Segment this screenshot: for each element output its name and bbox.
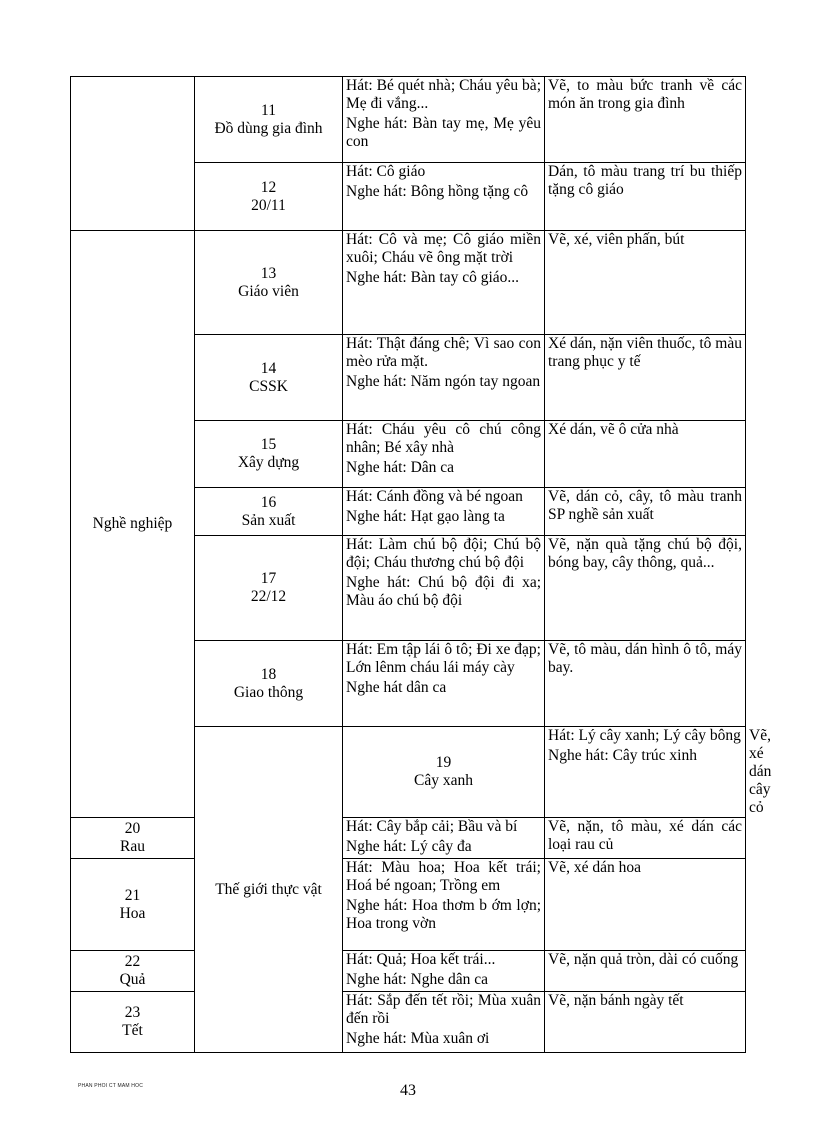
art-activity-text: Vẽ, nặn quả tròn, dài có cuống	[548, 951, 739, 968]
art-activities-cell	[545, 641, 746, 727]
music-activity-line: Nghe hát: Nghe dân ca	[346, 971, 489, 988]
week-number: 14	[260, 359, 277, 377]
music-activities-cell	[343, 335, 545, 421]
music-activity-line: Hát: Cánh đồng và bé ngoan	[346, 488, 523, 505]
footer-note: PHAN PHOI CT MAM HOC	[78, 1083, 144, 1089]
week-cell	[195, 163, 343, 231]
table-row	[71, 859, 746, 951]
art-activities-cell	[545, 536, 746, 641]
week-topic: 20/11	[251, 196, 286, 214]
week-cell	[195, 421, 343, 488]
week-topic: Hoa	[119, 904, 146, 922]
music-activity-line: Hát: Cháu yêu cô chú công nhân; Bé xây nhà	[346, 421, 541, 456]
art-activities-cell	[545, 231, 746, 335]
table-row	[71, 992, 746, 1053]
week-cell	[195, 77, 343, 163]
table-row	[71, 951, 746, 992]
music-activity-line: Hát: Bé quét nhà; Cháu yêu bà; Mẹ đi vắng...	[346, 77, 541, 112]
music-activities-cell	[343, 951, 545, 992]
week-topic: Tết	[122, 1022, 143, 1039]
art-activities-cell	[545, 335, 746, 421]
week-topic: Rau	[120, 838, 145, 855]
music-activities-cell	[343, 163, 545, 231]
art-activities-cell	[545, 992, 746, 1053]
week-topic: Giáo viên	[238, 282, 299, 300]
week-topic: Sản xuất	[241, 511, 296, 529]
music-activity-line: Hát: Em tập lái ô tô; Đi xe đạp; Lớn lênm cháu lái máy cày	[346, 641, 541, 676]
music-activities-cell	[343, 992, 545, 1053]
art-activities-cell	[545, 421, 746, 488]
music-activity-line: Nghe hát dân ca	[346, 679, 447, 696]
art-activity-text: Vẽ, xé, viên phấn, bút	[548, 231, 685, 248]
art-activities-cell	[545, 163, 746, 231]
week-topic: Đồ dùng gia đình	[214, 119, 323, 137]
music-activities-cell	[343, 488, 545, 536]
art-activity-text: Vẽ, nặn, tô màu, xé dán các loại rau củ	[548, 818, 742, 853]
week-cell	[71, 818, 195, 859]
music-activity-line: Hát: Làm chú bộ đội; Chú bộ đội; Cháu thương chú bộ đội	[346, 536, 541, 571]
week-cell	[71, 992, 195, 1053]
curriculum-table	[70, 76, 772, 1053]
music-activity-line: Hát: Quả; Hoa kết trái...	[346, 951, 496, 968]
art-activity-text: Vẽ, nặn quà tặng chú bộ đội, bóng bay, cây thông, quả...	[548, 536, 742, 571]
table-row	[71, 818, 746, 859]
art-activities-cell	[545, 859, 746, 951]
week-topic: CSSK	[249, 377, 288, 395]
music-activity-line: Nghe hát: Hoa thơm b ớm lợn; Hoa trong vờn	[346, 897, 541, 932]
week-number: 21	[124, 886, 141, 904]
week-number: 17	[260, 570, 277, 587]
table-body	[71, 77, 772, 1053]
art-activity-text: Vẽ, tô màu, dán hình ô tô, máy bay.	[548, 641, 742, 676]
week-cell	[195, 536, 343, 641]
week-cell	[343, 727, 545, 818]
art-activity-text: Xé dán, vẽ ô cửa nhà	[548, 421, 679, 438]
music-activities-cell	[343, 859, 545, 951]
week-number: 18	[260, 665, 277, 683]
week-topic: Cây xanh	[414, 772, 473, 789]
art-activity-text: Vẽ, dán cỏ, cây, tô màu tranh SP nghề sản xuất	[548, 488, 742, 523]
music-activity-line: Nghe hát: Chú bộ đội đi xa; Màu áo chú bộ đội	[346, 574, 541, 609]
table-row	[71, 77, 746, 163]
music-activities-cell	[343, 77, 545, 163]
week-topic: Quả	[119, 971, 146, 988]
music-activity-line: Nghe hát: Bông hồng tặng cô	[346, 183, 529, 200]
music-activity-line: Nghe hát: Mùa xuân ơi	[346, 1030, 490, 1047]
art-activity-text: Vẽ, nặn bánh ngày tết	[548, 992, 684, 1009]
music-activities-cell	[343, 818, 545, 859]
music-activity-line: Nghe hát: Lý cây đa	[346, 838, 472, 855]
art-activities-cell	[545, 951, 746, 992]
music-activities-cell	[545, 727, 746, 818]
week-cell	[195, 641, 343, 727]
week-number: 20	[124, 820, 141, 837]
week-number: 16	[260, 493, 277, 511]
music-activities-cell	[343, 421, 545, 488]
art-activities-cell	[545, 488, 746, 536]
week-cell	[195, 231, 343, 335]
table-row: Thế giới thực vật 19 Cây xanh Hát: Lý cây xanh; Lý cây bông Nghe hát: Cây trúc xinh Vẽ, xé dán cây cỏ	[71, 727, 746, 818]
music-activity-line: Nghe hát: Bàn tay mẹ, Mẹ yêu con	[346, 115, 541, 150]
table-row	[71, 231, 746, 335]
week-number: 12	[260, 178, 277, 196]
music-activities-cell	[343, 231, 545, 335]
music-activity-line: Nghe hát: Dân ca	[346, 459, 455, 476]
week-cell	[71, 859, 195, 951]
week-topic: Xây dựng	[237, 454, 300, 471]
week-topic: 22/12	[250, 588, 287, 605]
music-activities-cell	[343, 536, 545, 641]
theme-cell: Thế giới thực vật	[195, 727, 343, 1053]
music-activity-line: Hát: Cô và mẹ; Cô giáo miền xuôi; Cháu vẽ ông mặt trời	[346, 231, 541, 266]
theme-cell: Nghề nghiệp	[71, 231, 195, 818]
page-number: 43	[400, 1082, 416, 1099]
art-activities-cell	[545, 818, 746, 859]
music-activity-line: Hát: Màu hoa; Hoa kết trái; Hoá bé ngoan; Trồng em	[346, 859, 541, 894]
week-number: 13	[260, 264, 277, 282]
music-activity-line: Nghe hát: Hạt gạo làng ta	[346, 508, 505, 525]
art-activity-text: Vẽ, to màu bức tranh về các món ăn trong gia đình	[548, 77, 742, 112]
art-activity-text: Vẽ, xé dán hoa	[548, 859, 641, 876]
art-activity-text: Xé dán, nặn viên thuốc, tô màu trang phục y tế	[548, 335, 742, 370]
week-number: 22	[124, 953, 141, 970]
week-topic: Giao thông	[233, 683, 304, 701]
music-activities-cell	[343, 641, 545, 727]
music-activity-line: Nghe hát: Cây trúc xinh	[548, 747, 697, 764]
music-activity-line: Hát: Lý cây xanh; Lý cây bông	[548, 727, 741, 744]
music-activity-line: Hát: Cô giáo	[346, 163, 426, 180]
week-number: 19	[435, 754, 452, 771]
week-cell	[195, 488, 343, 536]
week-cell	[71, 951, 195, 992]
music-activity-line: Hát: Thật đáng chê; Vì sao con mèo rửa mặt.	[346, 335, 541, 370]
music-activity-line: Nghe hát: Bàn tay cô giáo...	[346, 269, 520, 286]
week-number: 11	[261, 101, 276, 119]
music-activity-line: Hát: Sắp đến tết rồi; Mùa xuân đến rồi	[346, 992, 541, 1027]
music-activity-line: Hát: Cây bắp cải; Bầu và bí	[346, 818, 518, 835]
theme-cell	[71, 77, 195, 231]
week-number: 15	[260, 436, 277, 453]
week-cell	[195, 335, 343, 421]
art-activity-text: Dán, tô màu trang trí bu thiếp tặng cô giáo	[548, 163, 742, 198]
week-number: 23	[124, 1004, 141, 1021]
music-activity-line: Nghe hát: Năm ngón tay ngoan	[346, 373, 541, 390]
art-activities-cell	[545, 77, 746, 163]
